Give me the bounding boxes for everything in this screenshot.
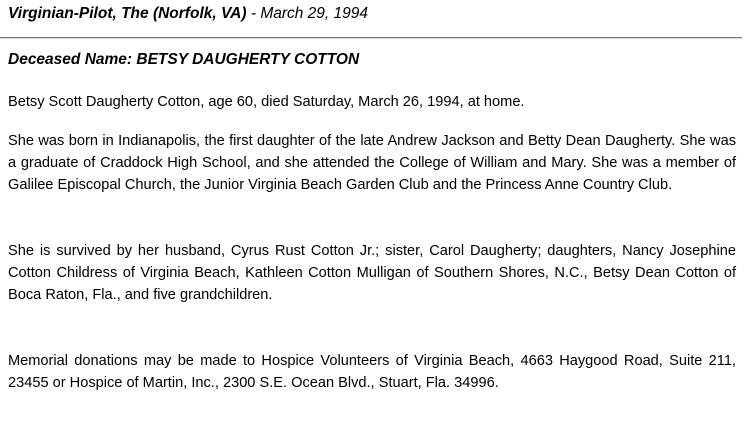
- publication-name: Virginian-Pilot, The (Norfolk, VA): [8, 5, 247, 22]
- publication-header: [8, 5, 368, 23]
- deceased-name-line: [8, 51, 359, 69]
- obituary-paragraph-biography: She was born in Indianapolis, the first daughter of the late Andrew Jackson and Betty Dean Daugherty. She was a graduate of Craddock High School, and she attended the College of William and Mary. She was a member of Galilee Episcopal Church, the Junior Virginia Beach Garden Club and the Princess Anne Country Club.: [8, 133, 736, 193]
- obituary-paragraph-death-notice: Betsy Scott Daugherty Cotton, age 60, died Saturday, March 26, 1994, at home.: [8, 94, 525, 110]
- deceased-name-value: BETSY DAUGHERTY COTTON: [136, 51, 360, 68]
- deceased-name-label: Deceased Name:: [8, 51, 133, 68]
- header-separator: -: [246, 5, 261, 22]
- obituary-paragraph-memorial: Memorial donations may be made to Hospice Volunteers of Virginia Beach, 4663 Haygood Road, Suite 211, 23455 or Hospice of Martin, Inc., 2300 S.E. Ocean Blvd., Stuart, Fla. 34996.: [8, 353, 736, 391]
- publication-date: March 29, 1994: [260, 5, 369, 22]
- header-divider: [0, 37, 742, 39]
- obituary-paragraph-survivors: She is survived by her husband, Cyrus Rust Cotton Jr.; sister, Carol Daugherty; daughters, Nancy Josephine Cotton Childress of Virginia Beach, Kathleen Cotton Mulligan of Southern Shores, N.C., Betsy Dean Cotton of Boca Raton, Fla., and five grandchildren.: [8, 243, 736, 303]
